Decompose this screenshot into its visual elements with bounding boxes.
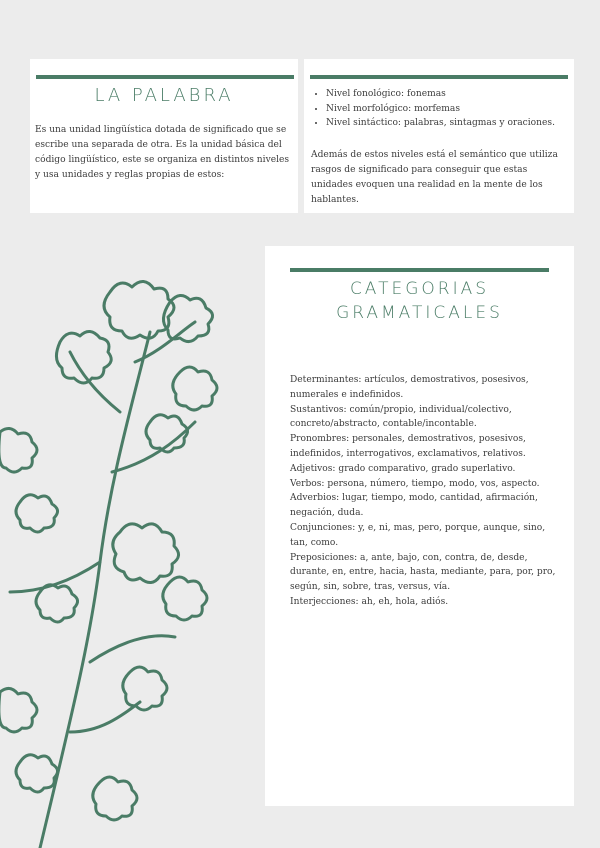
categorias-title-line1: CATEGORIAS bbox=[349, 279, 490, 299]
category-item: Determinantes: artículos, demostrativos, posesivos, numerales e indefinidos. bbox=[290, 375, 529, 400]
category-item: Preposiciones: a, ante, bajo, con, contra, de, desde, durante, en, entre, hacia, hasta, mediante, para, por, pro, según, sin, sobre, tras, versus, vía. bbox=[290, 552, 556, 593]
list-item: • Nivel sintáctico: palabras, sintagmas y oraciones. bbox=[326, 116, 584, 131]
category-item: Pronombres: personales, demostrativos, posesivos, indefinidos, interrogativos, exclamativos, relativos. bbox=[290, 434, 526, 459]
levels-list bbox=[312, 87, 584, 131]
category-item: Sustantivos: común/propio, individual/colectivo, concreto/abstracto, contable/incontable. bbox=[290, 404, 512, 430]
palabra-intro: Es una unidad lingüística dotada de significado que se escribe una separada de otra. Es la unidad básica del código lingüístico, este se organiza en distintos niveles y usa unidades y reglas propias de estos: bbox=[35, 125, 290, 180]
niveles-card bbox=[304, 59, 574, 213]
semantic-paragraph: Además de estos niveles está el semántico que utiliza rasgos de significado para conseguir que estas unidades evoquen una realidad en la mente de los hablantes. bbox=[311, 150, 558, 205]
list-item: • Nivel morfológico: morfemas bbox=[326, 102, 584, 117]
category-item: Conjunciones: y, e, ni, mas, pero, porque, aunque, sino, tan, como. bbox=[290, 522, 546, 548]
accent-bar bbox=[290, 268, 549, 272]
list-item: • Nivel fonológico: fonemas bbox=[326, 87, 584, 102]
palabra-title: LA PALABRA bbox=[94, 85, 234, 106]
category-item: Verbos: persona, número, tiempo, modo, vos, aspecto. bbox=[290, 478, 540, 489]
categories-list bbox=[290, 373, 560, 610]
category-item: Adjetivos: grado comparativo, grado superlativo. bbox=[290, 463, 516, 474]
categorias-card bbox=[265, 246, 574, 806]
categorias-title bbox=[265, 277, 574, 325]
categorias-title-line2: GRAMATICALES bbox=[336, 303, 503, 323]
palabra-card bbox=[30, 59, 298, 213]
category-item: Adverbios: lugar, tiempo, modo, cantidad, afirmación, negación, duda. bbox=[290, 493, 538, 519]
accent-bar bbox=[36, 75, 294, 79]
accent-bar bbox=[310, 75, 568, 79]
plant-illustration bbox=[0, 262, 262, 848]
category-item: Interjecciones: ah, eh, hola, adiós. bbox=[290, 596, 449, 607]
